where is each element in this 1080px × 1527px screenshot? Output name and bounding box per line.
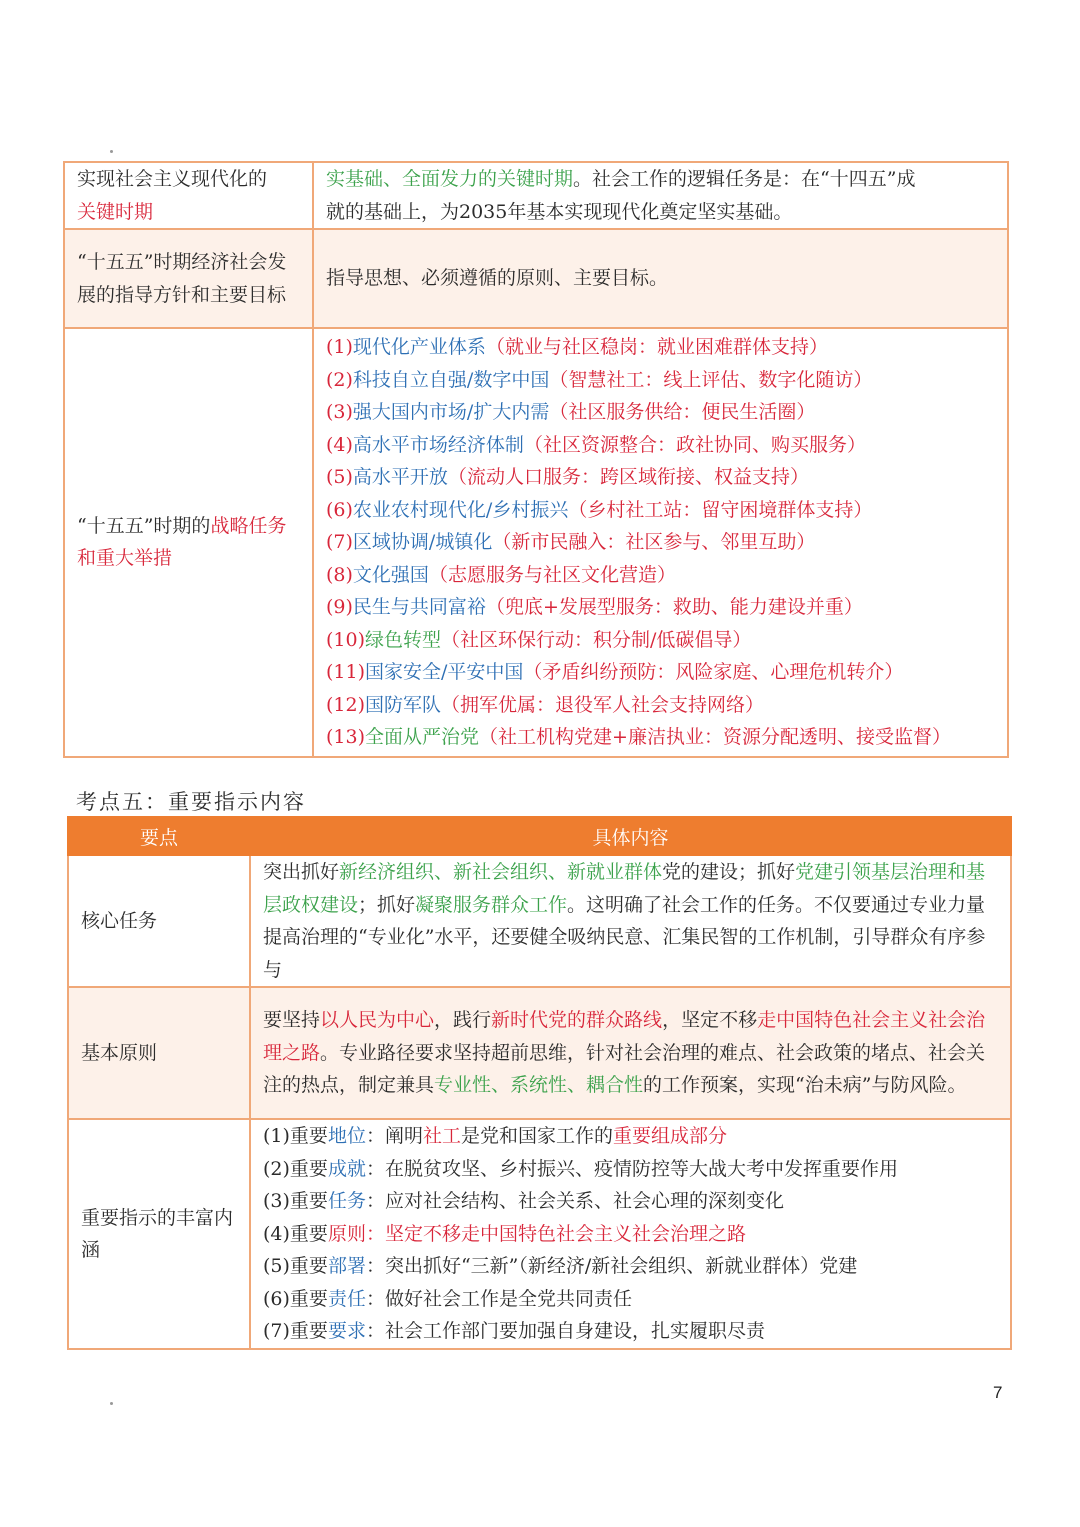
content-text: 。社会工作的逻辑任务是：在“十四五”成 (573, 168, 916, 190)
list-item (326, 689, 995, 722)
item-prefix: 重要 (289, 1157, 328, 1180)
row-content-guiding: 指导思想、必须遵循的原则、主要目标。 (313, 229, 1008, 328)
item-colon: ： (365, 1255, 385, 1278)
list-item (263, 1315, 998, 1348)
item-detail: （社区环保行动：积分制/低碳倡导） (441, 628, 752, 651)
list-item (326, 331, 995, 364)
table-row-strategic-tasks (64, 328, 1008, 757)
page-number: 7 (993, 1383, 1003, 1402)
item-num: (5) (263, 1255, 290, 1278)
item-num: (13) (326, 726, 366, 748)
item-prefix: 重要 (289, 1287, 328, 1310)
list-item (263, 1283, 998, 1316)
item-key: 区域协调/城镇化 (352, 531, 493, 553)
item-key: 强大国内市场/扩大内需 (352, 401, 550, 423)
item-key: 责任 (327, 1287, 366, 1310)
label-text: “十五五”时期的 (77, 514, 211, 537)
highlight-run: 党建引领基层治理和基层政权建设 (263, 861, 986, 916)
row-label-guiding: “十五五”时期经济社会发展的指导方针和主要目标 (64, 229, 313, 328)
list-item (263, 1120, 998, 1153)
item-num: (1) (326, 336, 353, 358)
list-item (263, 1185, 998, 1218)
item-key: 国家安全/平安中国 (365, 661, 524, 683)
label-text: 实现社会主义现代化的 (77, 168, 268, 190)
list-item (263, 1218, 998, 1251)
item-highlight: 社工 (422, 1125, 461, 1148)
item-detail: （社工机构党建+廉洁执业：资源分配透明、接受监督） (479, 726, 951, 748)
item-num: (2) (263, 1157, 290, 1180)
item-colon: ： (365, 1320, 385, 1343)
item-key: 全面从严治党 (365, 726, 480, 748)
list-item (326, 364, 995, 397)
item-key: 民生与共同富裕 (352, 596, 486, 618)
row-label-core-task: 核心任务 (68, 855, 250, 987)
list-item (326, 396, 995, 429)
item-num: (7) (263, 1320, 290, 1343)
item-highlight: 重要组成部分 (613, 1125, 728, 1148)
item-num: (4) (326, 433, 353, 456)
item-detail: （拥军优属：退役军人社会支持网络） (441, 693, 765, 716)
item-key: 农业农村现代化/乡村振兴 (352, 498, 569, 521)
scan-dot-bottom (110, 1402, 113, 1405)
item-colon: ： (365, 1157, 385, 1180)
list-item (326, 494, 995, 527)
item-num: (6) (326, 498, 353, 521)
item-num: (9) (326, 596, 353, 618)
label-highlight: 战略任务和重大举措 (77, 514, 287, 570)
list-item (326, 461, 995, 494)
item-key: 成就 (327, 1157, 366, 1180)
item-prefix: 重要 (289, 1190, 328, 1213)
item-prefix: 重要 (289, 1222, 328, 1245)
text-run: 突出抓好 (263, 861, 340, 883)
row-content-key-period (313, 162, 1008, 229)
row-label-key-period (64, 162, 313, 229)
highlight-run: 专业性、系统性、耦合性 (434, 1074, 644, 1097)
rich-meaning-list (250, 1119, 1011, 1349)
item-detail: （志愿服务与社区文化营造） (428, 563, 676, 586)
item-num: (10) (326, 628, 366, 651)
strategic-task-list (313, 328, 1008, 757)
label-highlight: 关键时期 (77, 200, 154, 223)
text-run: 的工作预案，实现“治未病”与防风险。 (643, 1074, 967, 1097)
item-num: (11) (326, 661, 366, 683)
highlight-run: 以人民为中心 (320, 1009, 435, 1032)
item-key: 科技自立自强/数字中国 (352, 368, 550, 391)
item-key: 要求 (327, 1320, 366, 1343)
item-prefix: 重要 (289, 1320, 328, 1343)
text-run: ；抓好 (358, 893, 416, 916)
item-prefix: 重要 (289, 1255, 328, 1278)
item-text: 是党和国家工作的 (461, 1125, 614, 1148)
item-text: 应对社会结构、社会关系、社会心理的深刻变化 (384, 1190, 784, 1213)
item-detail: （智慧社工：线上评估、数字化随访） (549, 368, 873, 391)
text-run: 。专业路径要求坚持超前思维，针对社会治理的难点、社会政策的堵点、社会关注的热点，制定兼具 (263, 1041, 986, 1097)
highlight-run: 凝聚服务群众工作 (415, 893, 568, 916)
item-key: 绿色转型 (365, 628, 442, 651)
item-key: 国防军队 (365, 693, 442, 716)
table-row-key-period (64, 162, 1008, 229)
item-num: (2) (326, 368, 353, 391)
item-detail: （就业与社区稳岗：就业困难群体支持） (485, 336, 828, 358)
text-run: 党的建设；抓好 (662, 861, 796, 883)
item-num: (4) (263, 1222, 290, 1245)
text-run: ，践行 (434, 1009, 492, 1032)
item-key: 部署 (327, 1255, 366, 1278)
item-num: (1) (263, 1125, 290, 1148)
header-content: 具体内容 (250, 817, 1011, 855)
list-item (326, 721, 995, 754)
item-key: 高水平市场经济体制 (352, 433, 524, 456)
strategy-table (63, 161, 1009, 758)
content-highlight: 实基础、全面发力的关键时期 (326, 168, 574, 190)
item-key: 高水平开放 (352, 466, 448, 488)
item-text: 社会工作部门要加强自身建设，扎实履职尽责 (384, 1320, 765, 1343)
item-key: 现代化产业体系 (352, 336, 486, 358)
item-num: (7) (326, 531, 353, 553)
list-item (326, 559, 995, 592)
text-run: 。这明确了社会工作的任务。不仅要通过专业力量提高治理的“专业化”水平，还要健全吸纳民意、汇集民智的工作机制，引导群众有序参与 (263, 893, 986, 981)
item-num: (6) (263, 1287, 290, 1310)
row-label-strategic (64, 328, 313, 757)
list-item (326, 591, 995, 624)
item-detail: （新市民融入：社区参与、邻里互助） (492, 531, 816, 553)
row-label-basic-principle: 基本原则 (68, 987, 250, 1119)
list-item (263, 1250, 998, 1283)
section-title: 考点五：重要指示内容 (76, 790, 306, 814)
header-key-point: 要点 (68, 817, 250, 855)
item-detail: （兜底+发展型服务：救助、能力建设并重） (485, 596, 863, 618)
item-key: 原则 (327, 1222, 366, 1245)
text-run: 要坚持 (263, 1009, 321, 1032)
item-detail: （矛盾纠纷预防：风险家庭、心理危机转介） (523, 661, 904, 683)
item-text: 做好社会工作是全党共同责任 (384, 1287, 632, 1310)
item-highlight: 坚定不移走中国特色社会主义社会治理之路 (384, 1222, 746, 1245)
table-row-guiding (64, 229, 1008, 328)
highlight-run: 走中国特色社会主义社会治理之路 (263, 1009, 986, 1064)
item-num: (12) (326, 693, 366, 716)
table-row-rich-meaning (68, 1119, 1011, 1349)
list-item (263, 1153, 998, 1186)
row-content-core-task (250, 855, 1011, 987)
item-text: 阐明 (384, 1125, 423, 1148)
row-label-rich-meaning: 重要指示的丰富内涵 (68, 1119, 250, 1349)
highlight-run: 新经济组织、新社会组织、新就业群体 (339, 861, 663, 883)
list-item (326, 624, 995, 657)
item-colon: ： (365, 1190, 385, 1213)
item-text: 突出抓好“三新”（新经济/新社会组织、新就业群体）党建 (384, 1255, 858, 1278)
table-row-core-task (68, 855, 1011, 987)
list-item (326, 429, 995, 462)
list-item (326, 656, 995, 689)
item-text: 在脱贫攻坚、乡村振兴、疫情防控等大战大考中发挥重要作用 (384, 1157, 898, 1180)
item-detail: （社区服务供给：便民生活圈） (549, 401, 816, 423)
item-colon: ： (365, 1222, 385, 1245)
item-num: (8) (326, 563, 353, 586)
item-key: 地位 (327, 1125, 366, 1148)
item-colon: ： (365, 1287, 385, 1310)
item-key: 任务 (327, 1190, 366, 1213)
item-num: (5) (326, 466, 353, 488)
item-detail: （社区资源整合：政社协同、购买服务） (523, 433, 866, 456)
item-key: 文化强国 (352, 563, 429, 586)
item-detail: （乡村社工站：留守困境群体支持） (568, 498, 873, 521)
row-content-basic-principle (250, 987, 1011, 1119)
item-colon: ： (365, 1125, 385, 1148)
highlight-run: 新时代党的群众路线 (491, 1009, 663, 1032)
instructions-table (67, 816, 1012, 1350)
content-text-2: 就的基础上，为2035年基本实现现代化奠定坚实基础。 (326, 200, 793, 223)
scan-dot-top (110, 150, 113, 153)
item-num: (3) (263, 1190, 290, 1213)
item-num: (3) (326, 401, 353, 423)
list-item (326, 526, 995, 559)
table-row-basic-principle (68, 987, 1011, 1119)
item-prefix: 重要 (289, 1125, 328, 1148)
table-header-row (68, 817, 1011, 855)
item-detail: （流动人口服务：跨区域衔接、权益支持） (447, 466, 809, 488)
text-run: ，坚定不移 (662, 1009, 758, 1032)
